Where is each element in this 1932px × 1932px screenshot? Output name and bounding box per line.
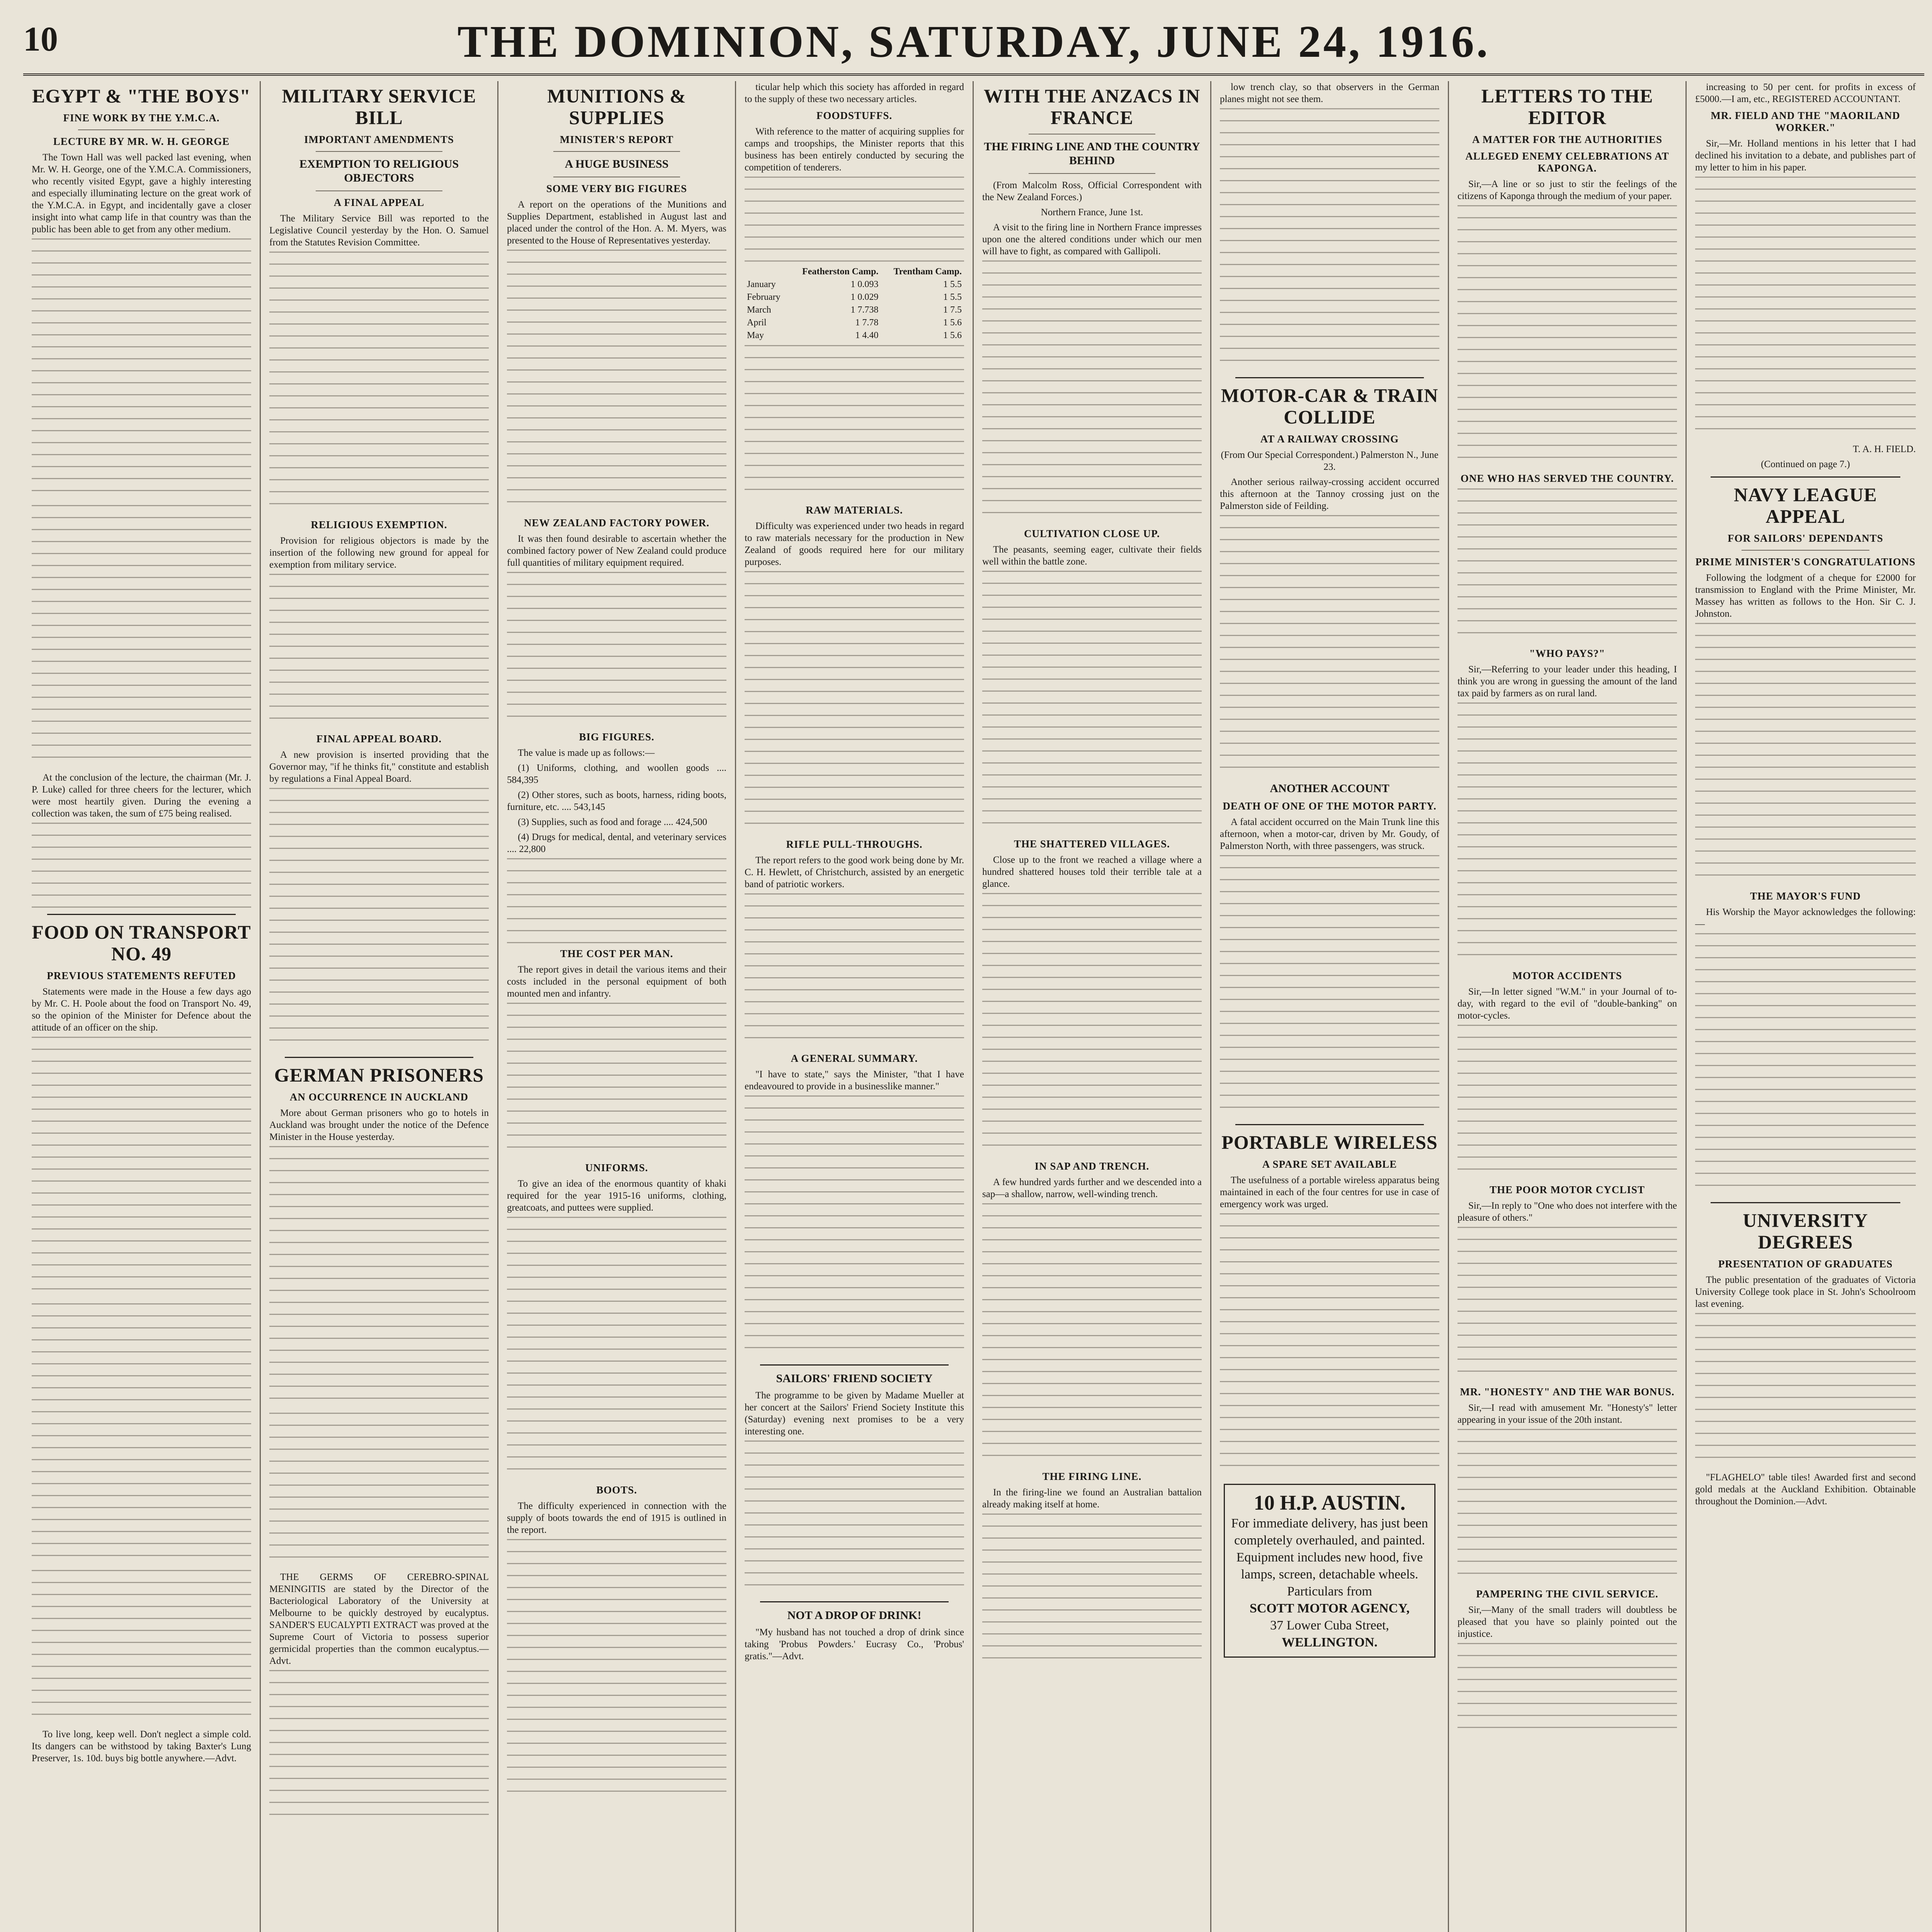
body-text-lines [745, 893, 964, 1048]
subhead: FOODSTUFFS. [816, 110, 893, 121]
body-text-lines [982, 1514, 1202, 1668]
body-text-lines [32, 505, 251, 768]
paragraph: Sir,—Many of the small traders will doubtless be pleased that you have so plainly pointed out the injustice. [1458, 1605, 1677, 1639]
body-text-lines [32, 1303, 251, 1566]
subhead: MR. FIELD AND THE "MAORILAND WORKER." [1711, 110, 1900, 133]
paragraph: Difficulty was experienced under two heads in regard to raw materials necessary for the production in New Zealand of goods required here for our military purposes. [745, 521, 964, 567]
paragraph: A visit to the firing line in Northern France impresses upon one the altered conditions under which our men will have to fight, as compared with Gallipoli. [982, 222, 1202, 257]
table-cell: 1 0.029 [850, 292, 879, 302]
subhead: A SPARE SET AVAILABLE [1262, 1158, 1397, 1170]
body-text-lines [32, 238, 251, 501]
subhead: AT A RAILWAY CROSSING [1260, 433, 1399, 445]
paragraph: Sir,—Referring to your leader under this heading, I think you are wrong in guessing the amount of the land tax paid by farmers as on rural land. [1458, 664, 1677, 699]
headline-food-transport: FOOD ON TRANSPORT NO. 49 [32, 921, 251, 964]
body-text-lines [982, 893, 1202, 1156]
subhead: A HUGE BUSINESS [565, 158, 669, 170]
body-text-lines [269, 574, 489, 728]
table-cell: May [747, 330, 764, 340]
newspaper-title: THE DOMINION, SATURDAY, JUNE 24, 1916. [457, 16, 1490, 67]
subhead: RELIGIOUS EXEMPTION. [311, 519, 447, 531]
table-header: Featherston Camp. [802, 267, 879, 277]
subhead: A GENERAL SUMMARY. [791, 1053, 918, 1064]
body-text-lines [1458, 702, 1677, 965]
table-cell: January [747, 279, 776, 289]
body-text-lines [1220, 1213, 1439, 1476]
subhead: ONE WHO HAS SERVED THE COUNTRY. [1460, 473, 1674, 484]
paragraph: More about German prisoners who go to hotels in Auckland was brought under the notice of the Defence Minister in the House yesterday. [269, 1108, 489, 1142]
masthead [23, 15, 1924, 76]
body-text-lines [745, 1440, 964, 1595]
divider [316, 190, 442, 191]
column-4 [736, 81, 974, 1932]
divider [1029, 173, 1155, 174]
subhead: THE FIRING LINE AND THE COUNTRY BEHIND [984, 140, 1200, 167]
headline-portable-wireless: PORTABLE WIRELESS [1221, 1131, 1438, 1153]
column-3 [498, 81, 736, 1932]
body-text-lines [745, 571, 964, 834]
paragraph: His Worship the Mayor acknowledges the following:— [1695, 907, 1916, 929]
table-cell: February [747, 292, 781, 302]
divider [47, 914, 236, 915]
body-text-lines [1458, 1025, 1677, 1179]
paragraph: Sir,—A line or so just to stir the feelings of the citizens of Kaponga through the medium of your paper. [1458, 179, 1677, 201]
divider [1742, 550, 1869, 551]
divider [316, 151, 442, 152]
paragraph: Statements were made in the House a few days ago by Mr. C. H. Poole about the food on Transport No. 49, so the opinion of the Minister for Defence about the attitude of an officer on the ship. [32, 986, 251, 1033]
subhead: FINAL APPEAL BOARD. [316, 733, 442, 745]
dateline: (From Our Special Correspondent.) Palmerston N., June 23. [1221, 450, 1439, 472]
subhead: THE COST PER MAN. [560, 948, 673, 959]
list-item: (4) Drugs for medical, dental, and veterinary services .... 22,800 [507, 832, 726, 854]
headline-university-degrees: UNIVERSITY DEGREES [1743, 1209, 1868, 1253]
paragraph: The difficulty experienced in connection with the supply of boots towards the end of 1915 is outlined in the report. [507, 1501, 726, 1535]
austin-motor-advertisement [1224, 1484, 1435, 1658]
paragraph: It was then found desirable to ascertain whether the combined factory power of New Zealand could produce full quantities of military equipment required. [507, 534, 726, 568]
subhead: MR. "HONESTY" AND THE WAR BONUS. [1460, 1386, 1675, 1398]
body-text-lines [1458, 1429, 1677, 1583]
headline-sailors-friend: SAILORS' FRIEND SOCIETY [776, 1372, 933, 1385]
ad-city: WELLINGTON. [1282, 1635, 1378, 1650]
paragraph: "FLAGHELO" table tiles! Awarded first and second gold medals at the Auckland Exhibition. Obtainable throughout the Dominion.—Advt. [1695, 1472, 1916, 1507]
table-header [745, 265, 788, 278]
body-text-lines [269, 252, 489, 514]
headline-navy-league: NAVY LEAGUE APPEAL [1734, 484, 1877, 527]
paragraph: A new provision is inserted providing that the Governor may, "if he thinks fit," constitute and establish by regulations a Final Appeal Board. [269, 750, 489, 784]
divider [285, 1057, 473, 1058]
body-text-lines [1458, 205, 1677, 468]
body-text-lines [745, 345, 964, 500]
subhead: MOTOR ACCIDENTS [1512, 970, 1622, 981]
body-text-lines [1458, 1643, 1677, 1728]
list-item: (3) Supplies, such as food and forage .... 424,500 [518, 817, 707, 827]
column-6 [1211, 81, 1449, 1932]
subhead: LECTURE BY MR. W. H. GEORGE [53, 136, 230, 147]
subhead: FOR SAILORS' DEPENDANTS [1728, 532, 1883, 544]
subhead: PRIME MINISTER'S CONGRATULATIONS [1695, 556, 1916, 568]
body-text-lines [507, 1003, 726, 1157]
paragraph: The programme to be given by Madame Mueller at her concert at the Sailors' Friend Society Institute this (Saturday) evening next promises to be a very interesting one. [745, 1390, 964, 1437]
subhead: IN SAP AND TRENCH. [1034, 1160, 1150, 1172]
paragraph: In the firing-line we found an Australian battalion already making itself at home. [982, 1487, 1202, 1510]
subhead: AN OCCURRENCE IN AUCKLAND [289, 1091, 469, 1103]
subhead: THE POOR MOTOR CYCLIST [1490, 1184, 1645, 1196]
paragraph: Sir,—In letter signed "W.M." in your Journal of to-day, with regard to the evil of "double-banking" on motor-cycles. [1458, 986, 1677, 1021]
table-header-row [745, 265, 964, 278]
byline: (From Malcolm Ross, Official Correspondent with the New Zealand Forces.) [982, 180, 1202, 202]
paragraph: The usefulness of a portable wireless apparatus being maintained in each of the four centres for use in case of emergency work was urged. [1220, 1175, 1439, 1209]
table-cell: 1 0.093 [850, 279, 879, 289]
table-cell: 1 5.6 [943, 318, 962, 328]
divider [760, 1364, 949, 1366]
subhead: THE SHATTERED VILLAGES. [1014, 838, 1170, 850]
paragraph: With reference to the matter of acquiring supplies for camps and troopships, the Minister reports that this business has been entirely conducted by securing the competition of tenderers. [745, 126, 964, 173]
paragraph: Sir,—I read with amusement Mr. "Honesty's" letter appearing in your issue of the 20th instant. [1458, 1403, 1677, 1425]
subhead: RIFLE PULL-THROUGHS. [786, 838, 923, 850]
subhead: PRESENTATION OF GRADUATES [1718, 1258, 1893, 1270]
paragraph: The peasants, seeming eager, cultivate their fields well within the battle zone. [982, 544, 1202, 567]
paragraph: To live long, keep well. Don't neglect a simple cold. Its dangers can be withstood by taking Baxter's Lung Preserver, 1s. 10d. buys big bottle anywhere.—Advt. [32, 1729, 251, 1764]
divider [1235, 377, 1424, 378]
column-2 [261, 81, 498, 1932]
column-5 [974, 81, 1211, 1932]
divider [553, 151, 680, 152]
body-text-lines [1695, 1313, 1916, 1468]
table-cell: 1 7.738 [850, 305, 879, 315]
headline-munitions: MUNITIONS & SUPPLIES [547, 85, 686, 128]
table-cell: 1 5.5 [943, 292, 962, 302]
subhead: MINISTER'S REPORT [560, 134, 674, 145]
paragraph: Following the lodgment of a cheque for £2000 for transmission to England with the Prime Minister, Mr. Massey has written as follows to the Hon. Sir C. J. Johnston. [1695, 573, 1916, 619]
body-text-lines [1220, 855, 1439, 1118]
body-text-lines [269, 788, 489, 1051]
subhead: ANOTHER ACCOUNT [1270, 782, 1389, 795]
headline-german-prisoners: GERMAN PRISONERS [274, 1064, 484, 1086]
body-text-lines [507, 1217, 726, 1480]
divider [1711, 1202, 1900, 1203]
body-text-lines [32, 823, 251, 908]
paragraph: low trench clay, so that observers in the German planes might not see them. [1220, 82, 1439, 104]
signature: T. A. H. FIELD. [1853, 444, 1916, 454]
subhead: A FINAL APPEAL [333, 197, 425, 208]
paragraph: Provision for religious objectors is made by the insertion of the following new ground for appeal for exemption from military service. [269, 536, 489, 570]
column-7 [1449, 81, 1687, 1932]
headline-motor-car-train: MOTOR-CAR & TRAIN COLLIDE [1221, 384, 1439, 428]
subhead: IMPORTANT AMENDMENTS [304, 134, 454, 145]
body-text-lines [982, 1203, 1202, 1466]
paragraph: THE GERMS OF CEREBRO-SPINAL MENINGITIS are stated by the Director of the Bacteriological Laboratory of the University at Melbourne to be quickly destroyed by eucalyptus. SANDER'S EUCALYPTI EXTRACT was proved at the Supreme Court of Victoria to possess superior germicidal properties than the common eucalyptus.—Advt. [269, 1572, 489, 1666]
table-cell: 1 5.6 [943, 330, 962, 340]
headline-anzacs-france: WITH THE ANZACS IN FRANCE [983, 85, 1201, 128]
subhead: THE MAYOR'S FUND [1750, 890, 1861, 902]
body-text-lines [1220, 108, 1439, 371]
paragraph: Another serious railway-crossing accident occurred this afternoon at the Tannoy crossing just on the Palmerston side of Feilding. [1220, 477, 1439, 511]
table-row [745, 316, 964, 329]
paragraph: The public presentation of the graduates of Victoria University College took place in St. John's Schoolroom last evening. [1695, 1275, 1916, 1309]
subhead: FINE WORK BY THE Y.M.C.A. [63, 112, 220, 124]
body-text-lines [745, 1095, 964, 1358]
paragraph: The report refers to the good work being done by Mr. C. H. Hewlett, of Christchurch, assisted by an energetic band of patriotic workers. [745, 855, 964, 889]
paragraph: Sir,—In reply to "One who does not interfere with the pleasure of others." [1458, 1201, 1677, 1223]
subhead: THE FIRING LINE. [1042, 1471, 1142, 1482]
page-number: 10 [23, 20, 58, 58]
subhead: "WHO PAYS?" [1529, 648, 1605, 659]
subhead: DEATH OF ONE OF THE MOTOR PARTY. [1223, 800, 1437, 812]
subhead: BIG FIGURES. [579, 731, 655, 743]
body-text-lines [507, 250, 726, 512]
table-cell: 1 4.40 [855, 330, 879, 340]
subhead: NEW ZEALAND FACTORY POWER. [524, 517, 710, 529]
subhead: PAMPERING THE CIVIL SERVICE. [1476, 1588, 1658, 1600]
paragraph: The Town Hall was well packed last evening, when Mr. W. H. George, one of the Y.M.C.A. Commissioners, who recently visited Egypt, gave a highly interesting and especially illuminating lecture on the great work of the Y.M.C.A. in Egypt, and incidentally gave a closer insight into what camp life in that country was than the public has been able to get from any other medium. [32, 152, 251, 235]
body-text-lines [1458, 488, 1677, 643]
body-text-lines [269, 1413, 489, 1567]
body-text-lines [745, 177, 964, 262]
dateline: Northern France, June 1st. [1041, 207, 1143, 218]
subhead: UNIFORMS. [585, 1162, 648, 1173]
table-header: Trentham Camp. [893, 267, 962, 277]
subhead: PREVIOUS STATEMENTS REFUTED [47, 970, 236, 981]
continuation-note: (Continued on page 7.) [1761, 459, 1850, 469]
paragraph: A report on the operations of the Munitions and Supplies Department, established in August last and placed under the control of the Hon. A. M. Myers, was presented to the House of Representatives yesterday. [507, 199, 726, 246]
paragraph: A few hundred yards further and we descended into a sap—a shallow, narrow, well-winding trench. [982, 1177, 1202, 1199]
paragraph: The Military Service Bill was reported to the Legislative Council yesterday by the Hon. O. Samuel from the Statutes Revision Committee. [269, 213, 489, 248]
body-text-lines [507, 858, 726, 943]
paragraph: The value is made up as follows:— [518, 748, 655, 758]
table-row [745, 291, 964, 304]
column-1 [23, 81, 261, 1932]
divider [760, 1601, 949, 1602]
list-item: (2) Other stores, such as boots, harness, riding boots, furniture, etc. .... 543,145 [507, 790, 726, 812]
paragraph: At the conclusion of the lecture, the chairman (Mr. J. P. Luke) called for three cheers for the lecturer, which were most heartily given. During the evening a collection was taken, the sum of £75 being realised. [32, 772, 251, 819]
divider [78, 129, 205, 130]
subhead: CULTIVATION CLOSE UP. [1024, 528, 1160, 539]
table-cell: 1 7.78 [855, 318, 879, 328]
body-text-lines [982, 571, 1202, 833]
table-row [745, 304, 964, 316]
paragraph: increasing to 50 per cent. for profits in excess of £5000.—I am, etc., REGISTERED ACCOUNTANT. [1695, 82, 1916, 104]
headline-not-a-drop: NOT A DROP OF DRINK! [787, 1609, 922, 1622]
paragraph: To give an idea of the enormous quantity of khaki required for the year 1915-16 uniforms, clothing, greatcoats, and puttees were supplied. [507, 1179, 726, 1213]
table-cell: 1 7.5 [943, 305, 962, 315]
paragraph: Sir,—Mr. Holland mentions in his letter that I had declined his invitation to a debate, and publishes part of my letter to him in his paper. [1695, 138, 1916, 173]
ad-address: 37 Lower Cuba Street, [1270, 1618, 1389, 1633]
ad-headline: 10 H.P. AUSTIN. [1253, 1491, 1406, 1514]
body-text-lines [269, 1146, 489, 1409]
divider [1711, 476, 1900, 478]
table-row [745, 278, 964, 291]
paragraph: The report gives in detail the various items and their costs included in the personal equipment of both mounted men and infantry. [507, 964, 726, 999]
headline-military-service: MILITARY SERVICE BILL [282, 85, 476, 128]
subhead: A MATTER FOR THE AUTHORITIES [1472, 134, 1663, 145]
subhead: RAW MATERIALS. [806, 504, 903, 516]
table-cell: March [747, 305, 771, 315]
body-text-lines [1695, 623, 1916, 886]
body-text-lines [1695, 177, 1916, 439]
body-text-lines [507, 1539, 726, 1802]
ad-company: SCOTT MOTOR AGENCY, [1249, 1601, 1410, 1616]
headline-letters: LETTERS TO THE EDITOR [1481, 85, 1653, 128]
headline-egypt: EGYPT & "THE BOYS" [32, 85, 251, 107]
meat-prices-table [745, 265, 964, 342]
list-item: (1) Uniforms, clothing, and woollen goods .... 584,395 [507, 763, 726, 785]
body-text-lines [269, 1670, 489, 1825]
subhead: EXEMPTION TO RELIGIOUS OBJECTORS [299, 158, 459, 184]
column-8 [1687, 81, 1924, 1932]
body-text-lines [1458, 1227, 1677, 1381]
paragraph: ticular help which this society has afforded in regard to the supply of these two necessary articles. [745, 82, 964, 104]
subhead: ALLEGED ENEMY CELEBRATIONS AT KAPONGA. [1465, 150, 1669, 174]
ad-text: Equipment includes new hood, five lamps, screen, detachable wheels. Particulars from [1236, 1550, 1423, 1599]
table-cell: 1 5.5 [943, 279, 962, 289]
table-cell: April [747, 318, 767, 328]
body-text-lines [32, 1570, 251, 1725]
paragraph: "I have to state," says the Minister, "that I have endeavoured to provide in a businesslike manner." [745, 1069, 964, 1092]
body-text-lines [507, 572, 726, 726]
paragraph: Close up to the front we reached a village where a hundred shattered houses told their terrible tale at a glance. [982, 855, 1202, 889]
subhead: SOME VERY BIG FIGURES [546, 183, 687, 194]
paragraph: "My husband has not touched a drop of drink since taking 'Probus Powders.' Eucrasy Co., 'Probus' gratis."—Advt. [745, 1627, 964, 1662]
subhead: BOOTS. [596, 1484, 637, 1496]
table-row [745, 329, 964, 342]
body-text-lines [982, 260, 1202, 523]
article-columns [23, 81, 1924, 1932]
body-text-lines [1695, 933, 1916, 1196]
body-text-lines [1220, 515, 1439, 778]
body-text-lines [32, 1037, 251, 1299]
ad-text: For immediate delivery, has just been completely overhauled, and painted. [1231, 1516, 1428, 1548]
divider [1235, 1124, 1424, 1125]
paragraph: A fatal accident occurred on the Main Trunk line this afternoon, when a motor-car, driven by Mr. Goudy, of Palmerston North, with three passengers, was struck. [1220, 817, 1439, 851]
